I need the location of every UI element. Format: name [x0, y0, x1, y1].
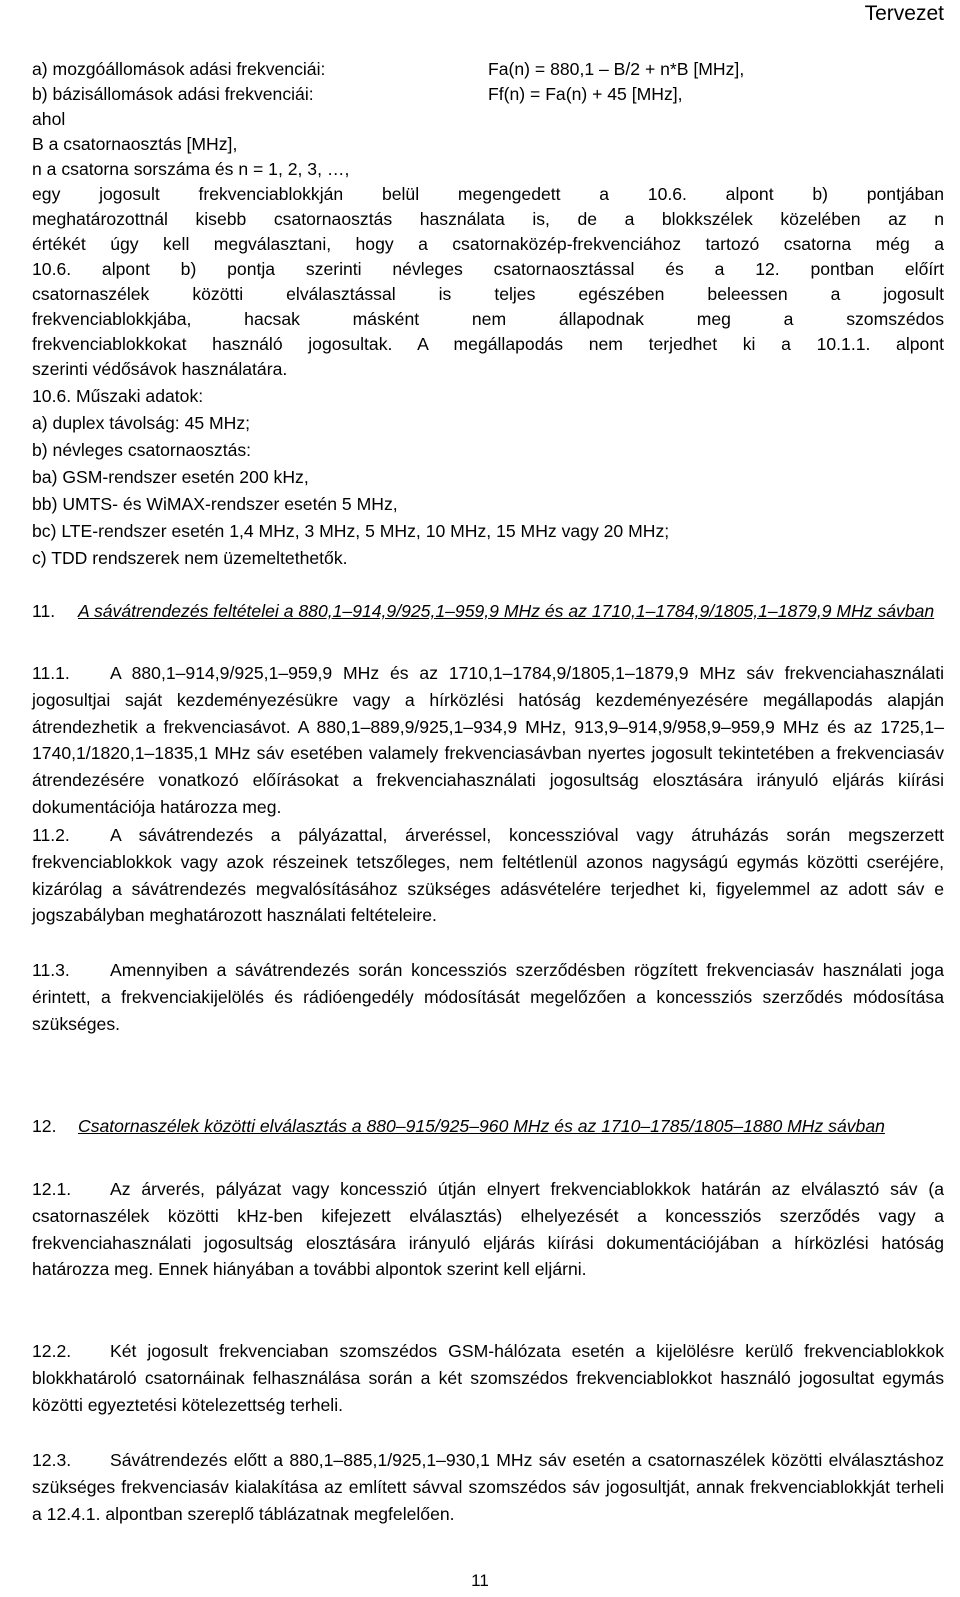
paragraph-text: Sávátrendezés előtt a 880,1–885,1/925,1–930,1 MHz sáv esetén a csatornaszélek közötti elválasztáshoz szükséges frekvenciasáv kialakítása az említett sávval szomszédos sáv jogosultját, annak frekvenciablokkját terheli a 12.4.1. alpontban szereplő táblázatnak megfelelően. [32, 1450, 944, 1524]
tech-item-bb: bb) UMTS- és WiMAX-rendszer esetén 5 MHz, [32, 494, 398, 514]
paragraph-12-2 [32, 1338, 944, 1418]
paragraph-number: 12.3. [32, 1450, 72, 1470]
line-n-def: n a csatorna sorszáma és n = 1, 2, 3, …, [32, 159, 350, 179]
paragraph-number: 12.1. [32, 1179, 72, 1199]
section-title: A sávátrendezés feltételei a 880,1–914,9/925,1–959,9 MHz és az 1710,1–1784,9/1805,1–1879,9 MHz sávban [78, 601, 935, 621]
text-line: egy jogosult frekvenciablokkján belül megengedett a 10.6. alpont b) pontjában [32, 184, 944, 204]
paragraph-12-3 [32, 1447, 944, 1527]
paragraph-text: Két jogosult frekvenciaban szomszédos GSM-hálózata esetén a kijelölésre kerülő frekvenciablokkok blokkhatároló csatornáinak felhasználása során a két szomszédos frekvenciablokkot használó jogosultat egymás közötti egyeztetési kötelezettség terheli. [32, 1341, 944, 1415]
text-line: csatornaszélek közötti elválasztással is teljes egészében beleessen a jogosult [32, 284, 944, 304]
line-b-left: b) bázisállomások adási frekvenciái: [32, 84, 314, 104]
text-line: frekvenciablokkokat használó jogosultak. A megállapodás nem terjedhet ki a 10.1.1. alpont [32, 334, 944, 354]
paragraph-12-1 [32, 1176, 944, 1283]
line-a-right: Fa(n) = 880,1 – B/2 + n*B [MHz], [488, 59, 745, 79]
paragraph-text: A 880,1–914,9/925,1–959,9 MHz és az 1710,1–1784,9/1805,1–1879,9 MHz sáv frekvenciahasználati jogosultjai saját kezdeményezésükre vagy a hírközlési hatóság kezdeményezésére megállapodás alapján átrendezhetik a frekvenciasávot. A 880,1–889,9/925,1–934,9 MHz, 913,9–914,9/958,9–959,9 MHz és az 1725,1–1740,1/1820,1–1835,1 MHz sáv esetében valamely frekvenciasávban nyertes jogosult tekintetében a frekvenciasáv átrendezésére vonatkozó előírásokat a frekvenciahasználati jogosultság elosztására irányuló eljárás kiírási dokumentációja határozza meg. [32, 663, 944, 817]
text-line: 10.6. alpont b) pontja szerinti névleges csatornaosztással és a 12. pontban előírt [32, 259, 944, 279]
paragraph-text: Amennyiben a sávátrendezés során koncessziós szerződésben rögzített frekvenciasáv használati joga érintett, a frekvenciakijelölés és rádióengedély módosítását megelőzően a koncessziós szerződés módosítása szükséges. [32, 960, 944, 1034]
paragraph-text: Az árverés, pályázat vagy koncesszió útján elnyert frekvenciablokkok határán az elválasztó sáv (a csatornaszélek közötti kHz-ben kifejezett elválasztás) elhelyezését a koncessziós szerződés vagy a frekvenciahasználati jogosultság elosztására irányuló eljárás kiírási dokumentációjában a hírközlési hatóság határozza meg. Ennek hiányában a további alpontok szerint kell eljárni. [32, 1179, 944, 1280]
tech-title: 10.6. Műszaki adatok: [32, 386, 204, 406]
tech-item-c: c) TDD rendszerek nem üzemeltethetők. [32, 548, 348, 568]
line-b-right: Ff(n) = Fa(n) + 45 [MHz], [488, 84, 683, 104]
section-number: 12. [32, 1116, 57, 1136]
tech-item-b: b) névleges csatornaosztás: [32, 440, 252, 460]
text-line: értékét úgy kell megválasztani, hogy a csatornaközép-frekvenciához tartozó csatorna még a [32, 234, 944, 254]
text-line: szerinti védősávok használatára. [32, 359, 288, 379]
text-line: frekvenciablokkjába, hacsak másként nem állapodnak meg a szomszédos [32, 309, 944, 329]
section-number: 11. [32, 601, 56, 621]
tech-item-bc: bc) LTE-rendszer esetén 1,4 MHz, 3 MHz, 5 MHz, 10 MHz, 15 MHz vagy 20 MHz; [32, 521, 670, 541]
line-ahol: ahol [32, 109, 66, 129]
page-number: 11 [471, 1571, 489, 1590]
tech-item-a: a) duplex távolság: 45 MHz; [32, 413, 251, 433]
section-title: Csatornaszélek közötti elválasztás a 880–915/925–960 MHz és az 1710–1785/1805–1880 MHz sávban [78, 1116, 885, 1136]
paragraph-text: A sávátrendezés a pályázattal, árveréssel, koncesszióval vagy átruházás során megszerzett frekvenciablokkok vagy azok részeinek tetszőleges, nem feltétlenül azonos nagyságú egymás közötti cseréjére, kizárólag a sávátrendezés megvalósításához szükséges adásvételére terjedhet ki, figyelemmel az adott sáv e jogszabályban meghatározott használati feltételeire. [32, 825, 944, 926]
paragraph-11-2 [32, 822, 944, 929]
paragraph-number: 11.3. [32, 960, 70, 980]
section-12-heading [32, 1113, 944, 1140]
line-b-def: B a csatornaosztás [MHz], [32, 134, 238, 154]
paragraph-number: 11.1. [32, 663, 70, 683]
header-title: Tervezet [864, 2, 944, 25]
section-11-heading [32, 598, 944, 625]
tech-item-ba: ba) GSM-rendszer esetén 200 kHz, [32, 467, 309, 487]
text-line: meghatározottnál kisebb csatornaosztás használata is, de a blokkszélek közelében az n [32, 209, 944, 229]
line-a-left: a) mozgóállomások adási frekvenciái: [32, 59, 326, 79]
paragraph-number: 12.2. [32, 1341, 72, 1361]
paragraph-11-1 [32, 660, 944, 821]
paragraph-11-3 [32, 957, 944, 1037]
paragraph-number: 11.2. [32, 825, 70, 845]
